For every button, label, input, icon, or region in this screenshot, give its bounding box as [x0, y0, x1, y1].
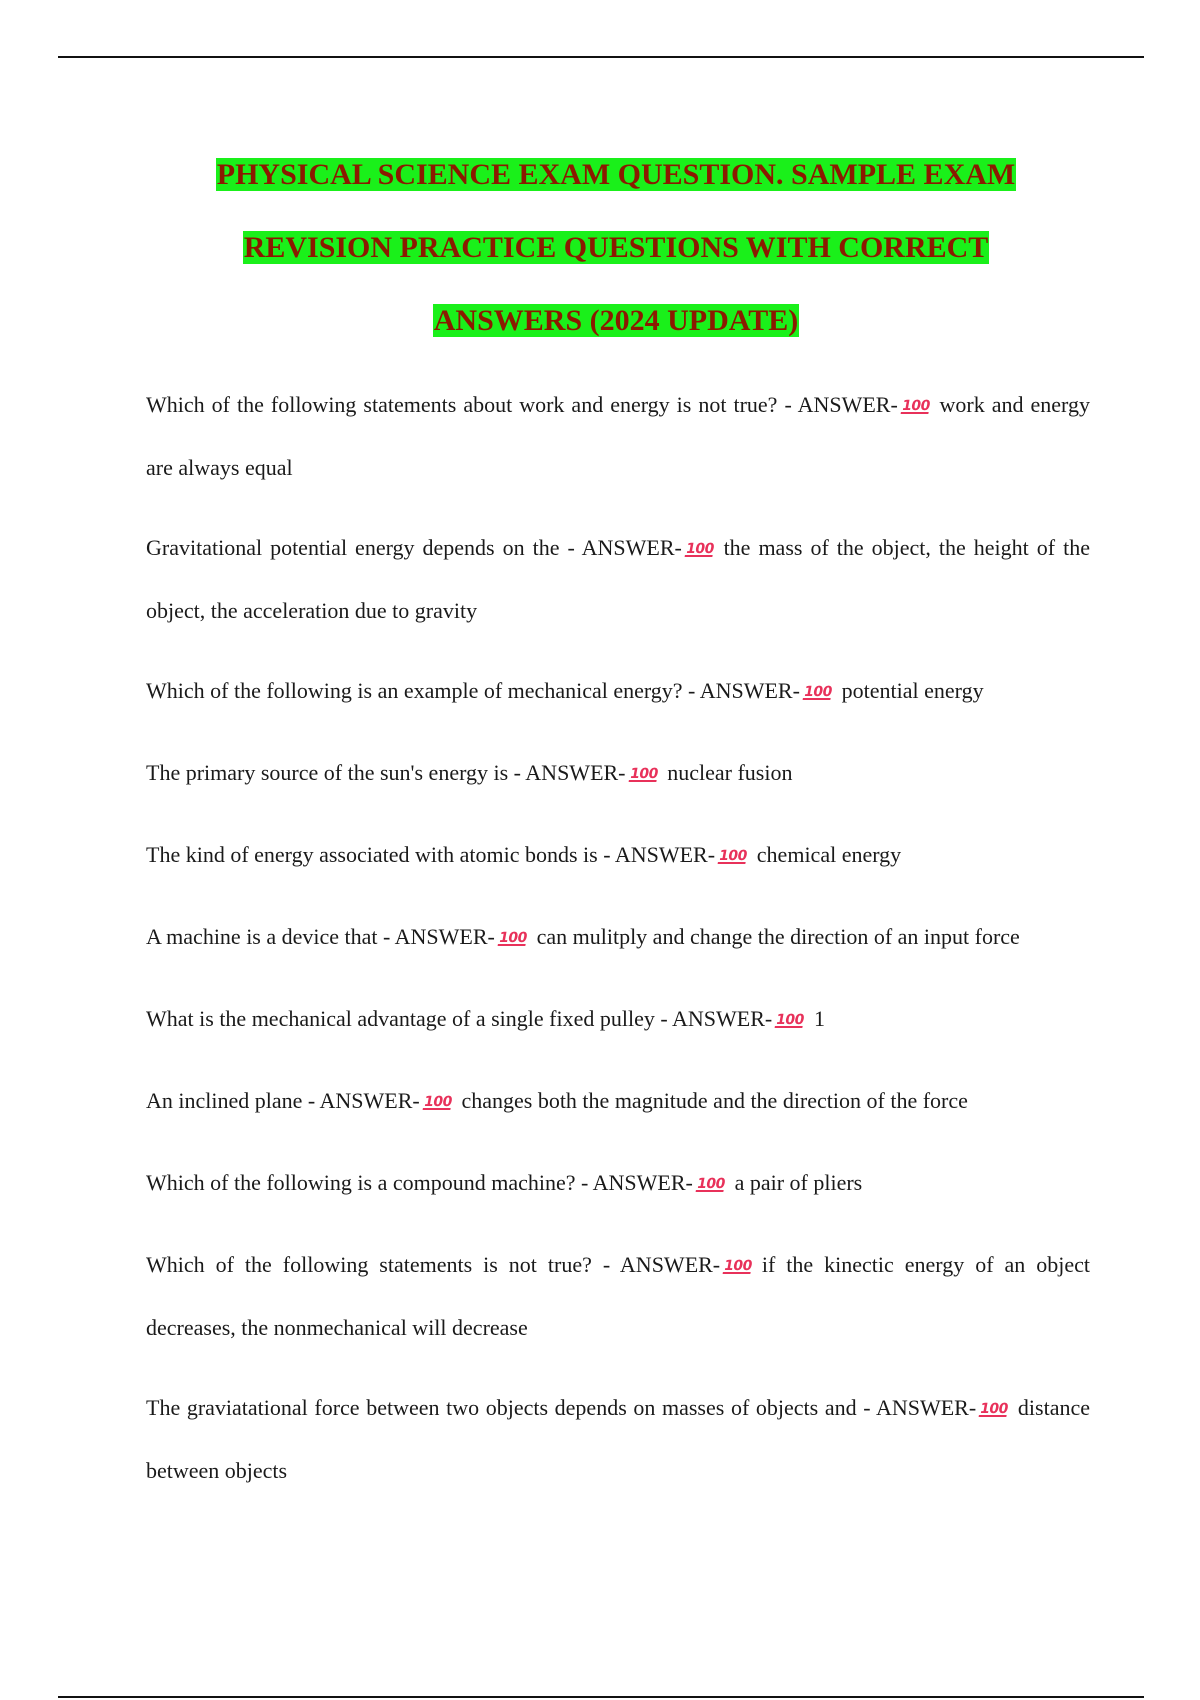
- question-answer-list: [146, 374, 1090, 1520]
- qa-item-11: [146, 1377, 1090, 1502]
- hundred-points-icon: 100: [628, 766, 659, 782]
- qa-item-9: [146, 1152, 1090, 1215]
- hundred-points-icon: 100: [684, 541, 715, 557]
- answer-marker: ANSWER-: [699, 678, 800, 703]
- hundred-points-icon: 100: [978, 1401, 1010, 1417]
- answer-text: 1: [813, 1006, 825, 1031]
- question-text: The primary source of the sun's energy is -: [146, 760, 526, 785]
- question-text: What is the mechanical advantage of a single fixed pulley -: [146, 1006, 672, 1031]
- question-text: Which of the following is an example of mechanical energy? -: [146, 678, 700, 703]
- answer-marker: ANSWER-: [394, 924, 495, 949]
- answer-text: if the kinectic energy of an object decreases, the nonmechanical will decrease: [146, 1252, 1090, 1340]
- answer-marker: ANSWER-: [875, 1395, 977, 1420]
- answer-marker: ANSWER-: [671, 1006, 773, 1031]
- hundred-points-icon: 100: [497, 930, 529, 946]
- answer-text: the mass of the object, the height of the object, the acceleration due to gravity: [146, 535, 1090, 623]
- hundred-points-icon: 100: [802, 684, 834, 700]
- question-text: The graviatational force between two objects depends on masses of objects and -: [146, 1395, 876, 1420]
- answer-text: changes both the magnitude and the direction of the force: [461, 1088, 968, 1113]
- hundred-points-icon: 100: [774, 1012, 806, 1028]
- qa-item-8: [146, 1070, 1090, 1133]
- hundred-points-icon: 100: [722, 1258, 754, 1274]
- qa-item-4: [146, 742, 1090, 805]
- qa-item-3: [146, 660, 1090, 723]
- question-text: Which of the following statements is not true? -: [146, 1252, 620, 1277]
- question-text: An inclined plane -: [146, 1088, 320, 1113]
- question-text: Gravitational potential energy depends on the -: [146, 535, 582, 560]
- answer-text: can mulitply and change the direction of an input force: [536, 924, 1020, 949]
- answer-text: work and energy are always equal: [146, 392, 1090, 480]
- top-rule: [58, 56, 1144, 58]
- answer-text: chemical energy: [756, 842, 902, 867]
- hundred-points-icon: 100: [717, 848, 749, 864]
- title-line-2: REVISION PRACTICE QUESTIONS WITH CORRECT: [243, 231, 989, 264]
- hundred-points-icon: 100: [900, 398, 931, 414]
- bottom-rule: [58, 1696, 1144, 1698]
- qa-item-7: [146, 988, 1090, 1051]
- answer-text: a pair of pliers: [734, 1170, 863, 1195]
- answer-marker: ANSWER-: [592, 1170, 693, 1195]
- answer-marker: ANSWER-: [797, 392, 898, 417]
- answer-marker: ANSWER-: [525, 760, 626, 785]
- answer-text: nuclear fusion: [667, 760, 793, 785]
- question-text: Which of the following statements about work and energy is not true? -: [146, 392, 798, 417]
- question-text: The kind of energy associated with atomic bonds is -: [146, 842, 615, 867]
- question-text: Which of the following is a compound machine? -: [146, 1170, 593, 1195]
- title-line-3: ANSWERS (2024 UPDATE): [433, 304, 799, 337]
- answer-marker: ANSWER-: [614, 842, 716, 867]
- answer-text: potential energy: [841, 678, 984, 703]
- document-title: [0, 138, 1200, 357]
- qa-item-6: [146, 906, 1090, 969]
- title-line-1: PHYSICAL SCIENCE EXAM QUESTION. SAMPLE EXAM: [216, 158, 1016, 191]
- qa-item-5: [146, 824, 1090, 887]
- question-text: A machine is a device that -: [146, 924, 395, 949]
- answer-marker: ANSWER-: [581, 535, 682, 560]
- qa-item-2: [146, 517, 1090, 642]
- qa-item-10: [146, 1234, 1090, 1359]
- qa-item-1: [146, 374, 1090, 499]
- hundred-points-icon: 100: [695, 1176, 726, 1192]
- answer-text: distance between objects: [146, 1395, 1090, 1483]
- hundred-points-icon: 100: [422, 1094, 453, 1110]
- answer-marker: ANSWER-: [619, 1252, 721, 1277]
- answer-marker: ANSWER-: [319, 1088, 420, 1113]
